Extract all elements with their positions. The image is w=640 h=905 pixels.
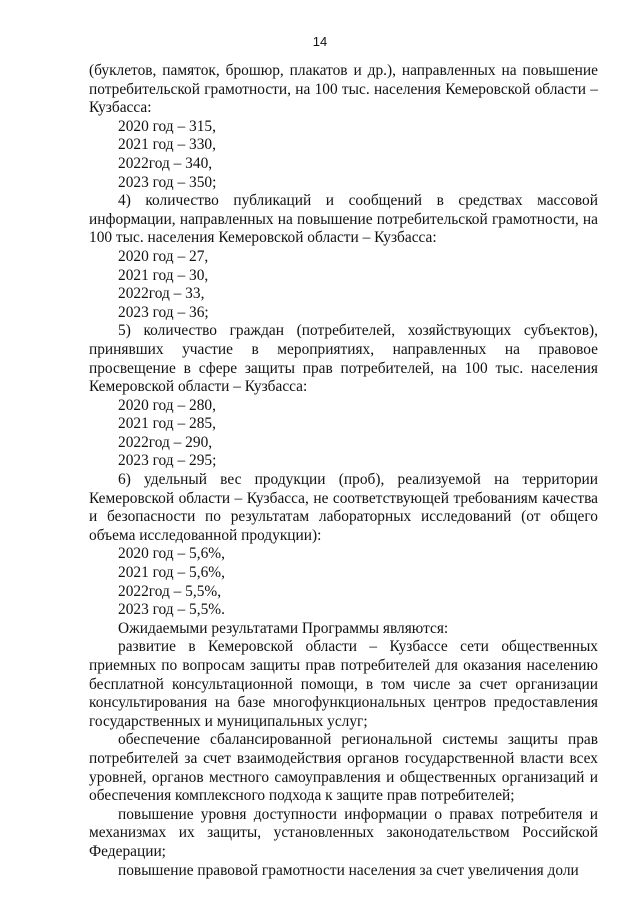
document-paragraph: 6) удельный вес продукции (проб), реализуемой на территории Кемеровской области – Кузбасса, не соответствующей требованиям качества и безопасности по результатам лабораторных исследований (от общего объема исследованной продукции): [89,471,598,544]
indicator-year-value: 2020 год – 315, [118,117,216,135]
indicator-year-value: 2021 год – 330, [118,136,216,154]
indicator-year-value: 2021 год – 5,6%, [118,564,225,582]
document-body [89,62,598,880]
document-paragraph: 4) количество публикаций и сообщений в средствах массовой информации, направленных на повышение потребительской грамотности, на 100 тыс. населения Кемеровской области – Кузбасса: [89,192,598,247]
document-paragraph: (буклетов, памяток, брошюр, плакатов и др.), направленных на повышение потребительской грамотности, на 100 тыс. населения Кемеровской области – Кузбасса: [89,62,598,117]
indicator-year-value: 2020 год – 280, [118,396,216,414]
indicator-year-value: 2021 год – 285, [118,415,216,433]
indicator-year-value: 2022год – 33, [118,285,205,303]
indicator-year-value: 2022год – 290, [118,433,213,451]
indicator-year-value: 2022год – 5,5%, [118,582,222,600]
indicator-year-value: 2023 год – 36; [118,303,209,321]
indicator-year-value: 2021 год – 30, [118,266,209,284]
indicator-year-value: 2022год – 340, [118,154,213,172]
document-paragraph: развитие в Кемеровской области – Кузбассе сети общественных приемных по вопросам защиты прав потребителей для оказания населению бесплатной консультационной помощи, в том числе за счет организации консультирования на базе многофункциональных центров предоставления государственных и муниципальных услуг; [89,638,598,730]
indicator-year-value: 2023 год – 5,5%. [118,601,225,619]
document-paragraph: повышение уровня доступности информации о правах потребителя и механизмах их защиты, установленных законодательством Российской Федерации; [89,805,598,860]
document-paragraph: 5) количество граждан (потребителей, хозяйствующих субъектов), принявших участие в мероприятиях, направленных на правовое просвещение в сфере защиты прав потребителей, на 100 тыс. населения Кемеровской области – Кузбасса: [89,322,598,396]
indicator-year-value: 2023 год – 295; [118,452,217,470]
document-paragraph: повышение правовой грамотности населения за счет увеличения доли [118,861,579,879]
document-paragraph: Ожидаемыми результатами Программы являются: [118,619,449,637]
indicator-year-value: 2020 год – 27, [118,247,209,265]
indicator-year-value: 2020 год – 5,6%, [118,545,225,563]
document-paragraph: обеспечение сбалансированной региональной системы защиты прав потребителей за счет взаимодействия органов государственной власти всех уровней, органов местного самоуправления и общественных организаций и обеспечения комплексного подхода к защите прав потребителей; [89,731,598,805]
page-number: 14 [312,34,328,49]
indicator-year-value: 2023 год – 350; [118,173,217,191]
